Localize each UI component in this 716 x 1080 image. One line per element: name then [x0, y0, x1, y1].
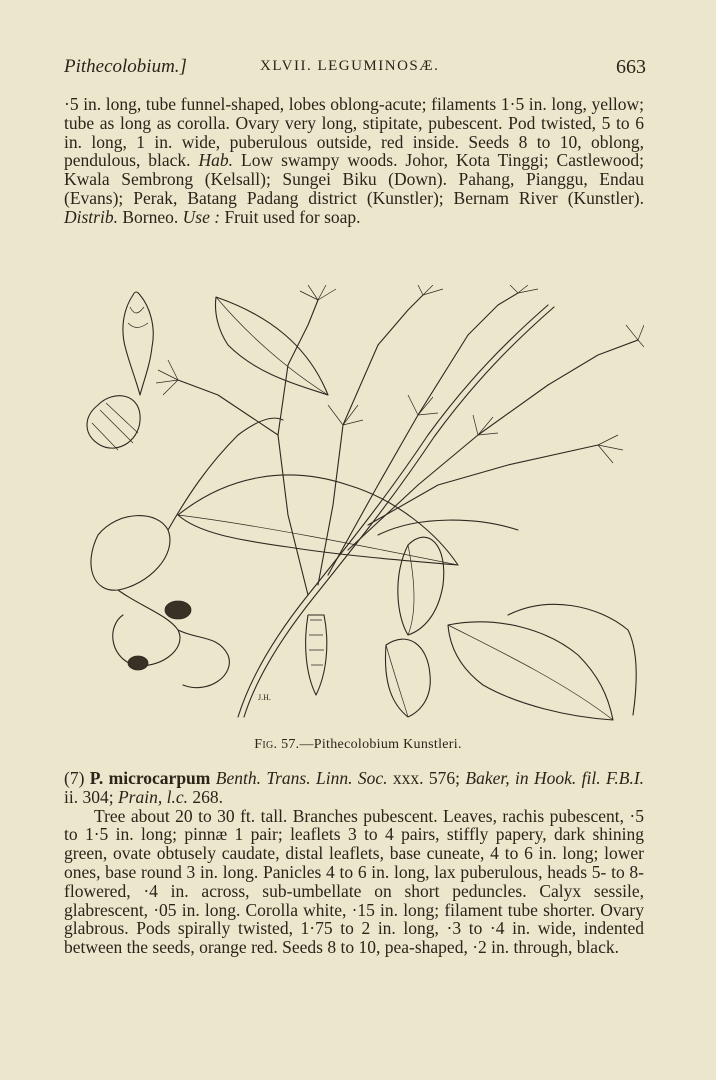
figure-title: —Pithecolobium Kunstleri. [299, 737, 462, 752]
header-genus: Pithecolobium.] [64, 56, 187, 77]
citation-4: ii. 304; [64, 786, 114, 807]
distribution-label: Distrib. [64, 206, 118, 227]
distribution-text: Borneo. [122, 206, 179, 227]
species-number: (7) [64, 768, 85, 788]
description-text: ·5 in. long, tube funnel-shaped, lobes oblong-acute; filaments 1·5 in. long, yellow; tube as long as corolla. Ovary very long, stipitate, pubescent. Pod twisted, 5 to 6 in. long, 1 in. wide, puberulous outside, red inside. Seeds 8 to 10, oblong, pendulous, black. [64, 94, 644, 171]
botanical-illustration [78, 285, 644, 725]
species-name: P. microcarpum [89, 768, 211, 788]
leaf [216, 297, 329, 395]
seed-detail [87, 396, 140, 448]
species-entry [64, 769, 644, 957]
leaf [385, 639, 430, 717]
species-description-continued [64, 95, 644, 227]
habitat-text: Low swampy woods. Johor, Kota Tinggi; Castlewood; Kwala Sembrong (Kelsall); Sungei Biku (Down). Pahang, Pianggu, Endau (Evans); Perak, Batang Padang district (Kunstler); Bernam River (Kunstler). [64, 150, 645, 208]
citation-3: Baker, in Hook. fil. F.B.I. [465, 768, 645, 788]
habitat-label: Hab. [198, 150, 234, 171]
running-header [64, 56, 646, 82]
flower-tube [306, 615, 327, 695]
leaf [448, 622, 613, 720]
citation-2: xxx. 576; [392, 768, 460, 788]
figure-caption [0, 737, 716, 753]
species-description: Tree about 20 to 30 ft. tall. Branches pubescent. Leaves, rachis pubescent, ·5 to 1·5 in. long; pinnæ 1 pair; leaflets 3 to 4 pairs, stiffly papery, dark shining green, ovate obtusely caudate, distal leaflets, base cuneate, 4 to 6 in. long; lower ones, base round 3 in. long. Panicles 4 to 6 in. long, lax puberulous, heads 5- to 8-flowered, ·4 in. across, sub-umbellate on short peduncles. Calyx sessile, glabrescent, ·05 in. long. Corolla white, ·15 in. long; filament tube shorter. Ovary glabrous. Pods spirally twisted, 1·75 to 2 in. long, ·3 to ·4 in. wide, indented between the seeds, orange red. Seeds 8 to 10, pea-shaped, ·2 in. through, black. [64, 805, 644, 958]
page-number: 663 [616, 56, 646, 78]
citation-5: Prain, l.c. [117, 786, 188, 807]
twisted-pod [91, 516, 170, 591]
header-section: XLVII. LEGUMINOSÆ. [260, 58, 440, 74]
leaf [398, 537, 444, 635]
leaf [178, 475, 458, 565]
flower-heads [156, 285, 644, 595]
flower-detail [123, 292, 153, 395]
citation-1: Benth. Trans. Linn. Soc. [215, 768, 388, 788]
seed [165, 601, 191, 619]
citation-6: 268. [192, 786, 223, 807]
figure-label: Fig. 57. [254, 737, 300, 752]
use-label: Use : [182, 206, 221, 227]
artist-monogram: J.H. [258, 693, 271, 702]
use-text: Fruit used for soap. [224, 206, 361, 227]
